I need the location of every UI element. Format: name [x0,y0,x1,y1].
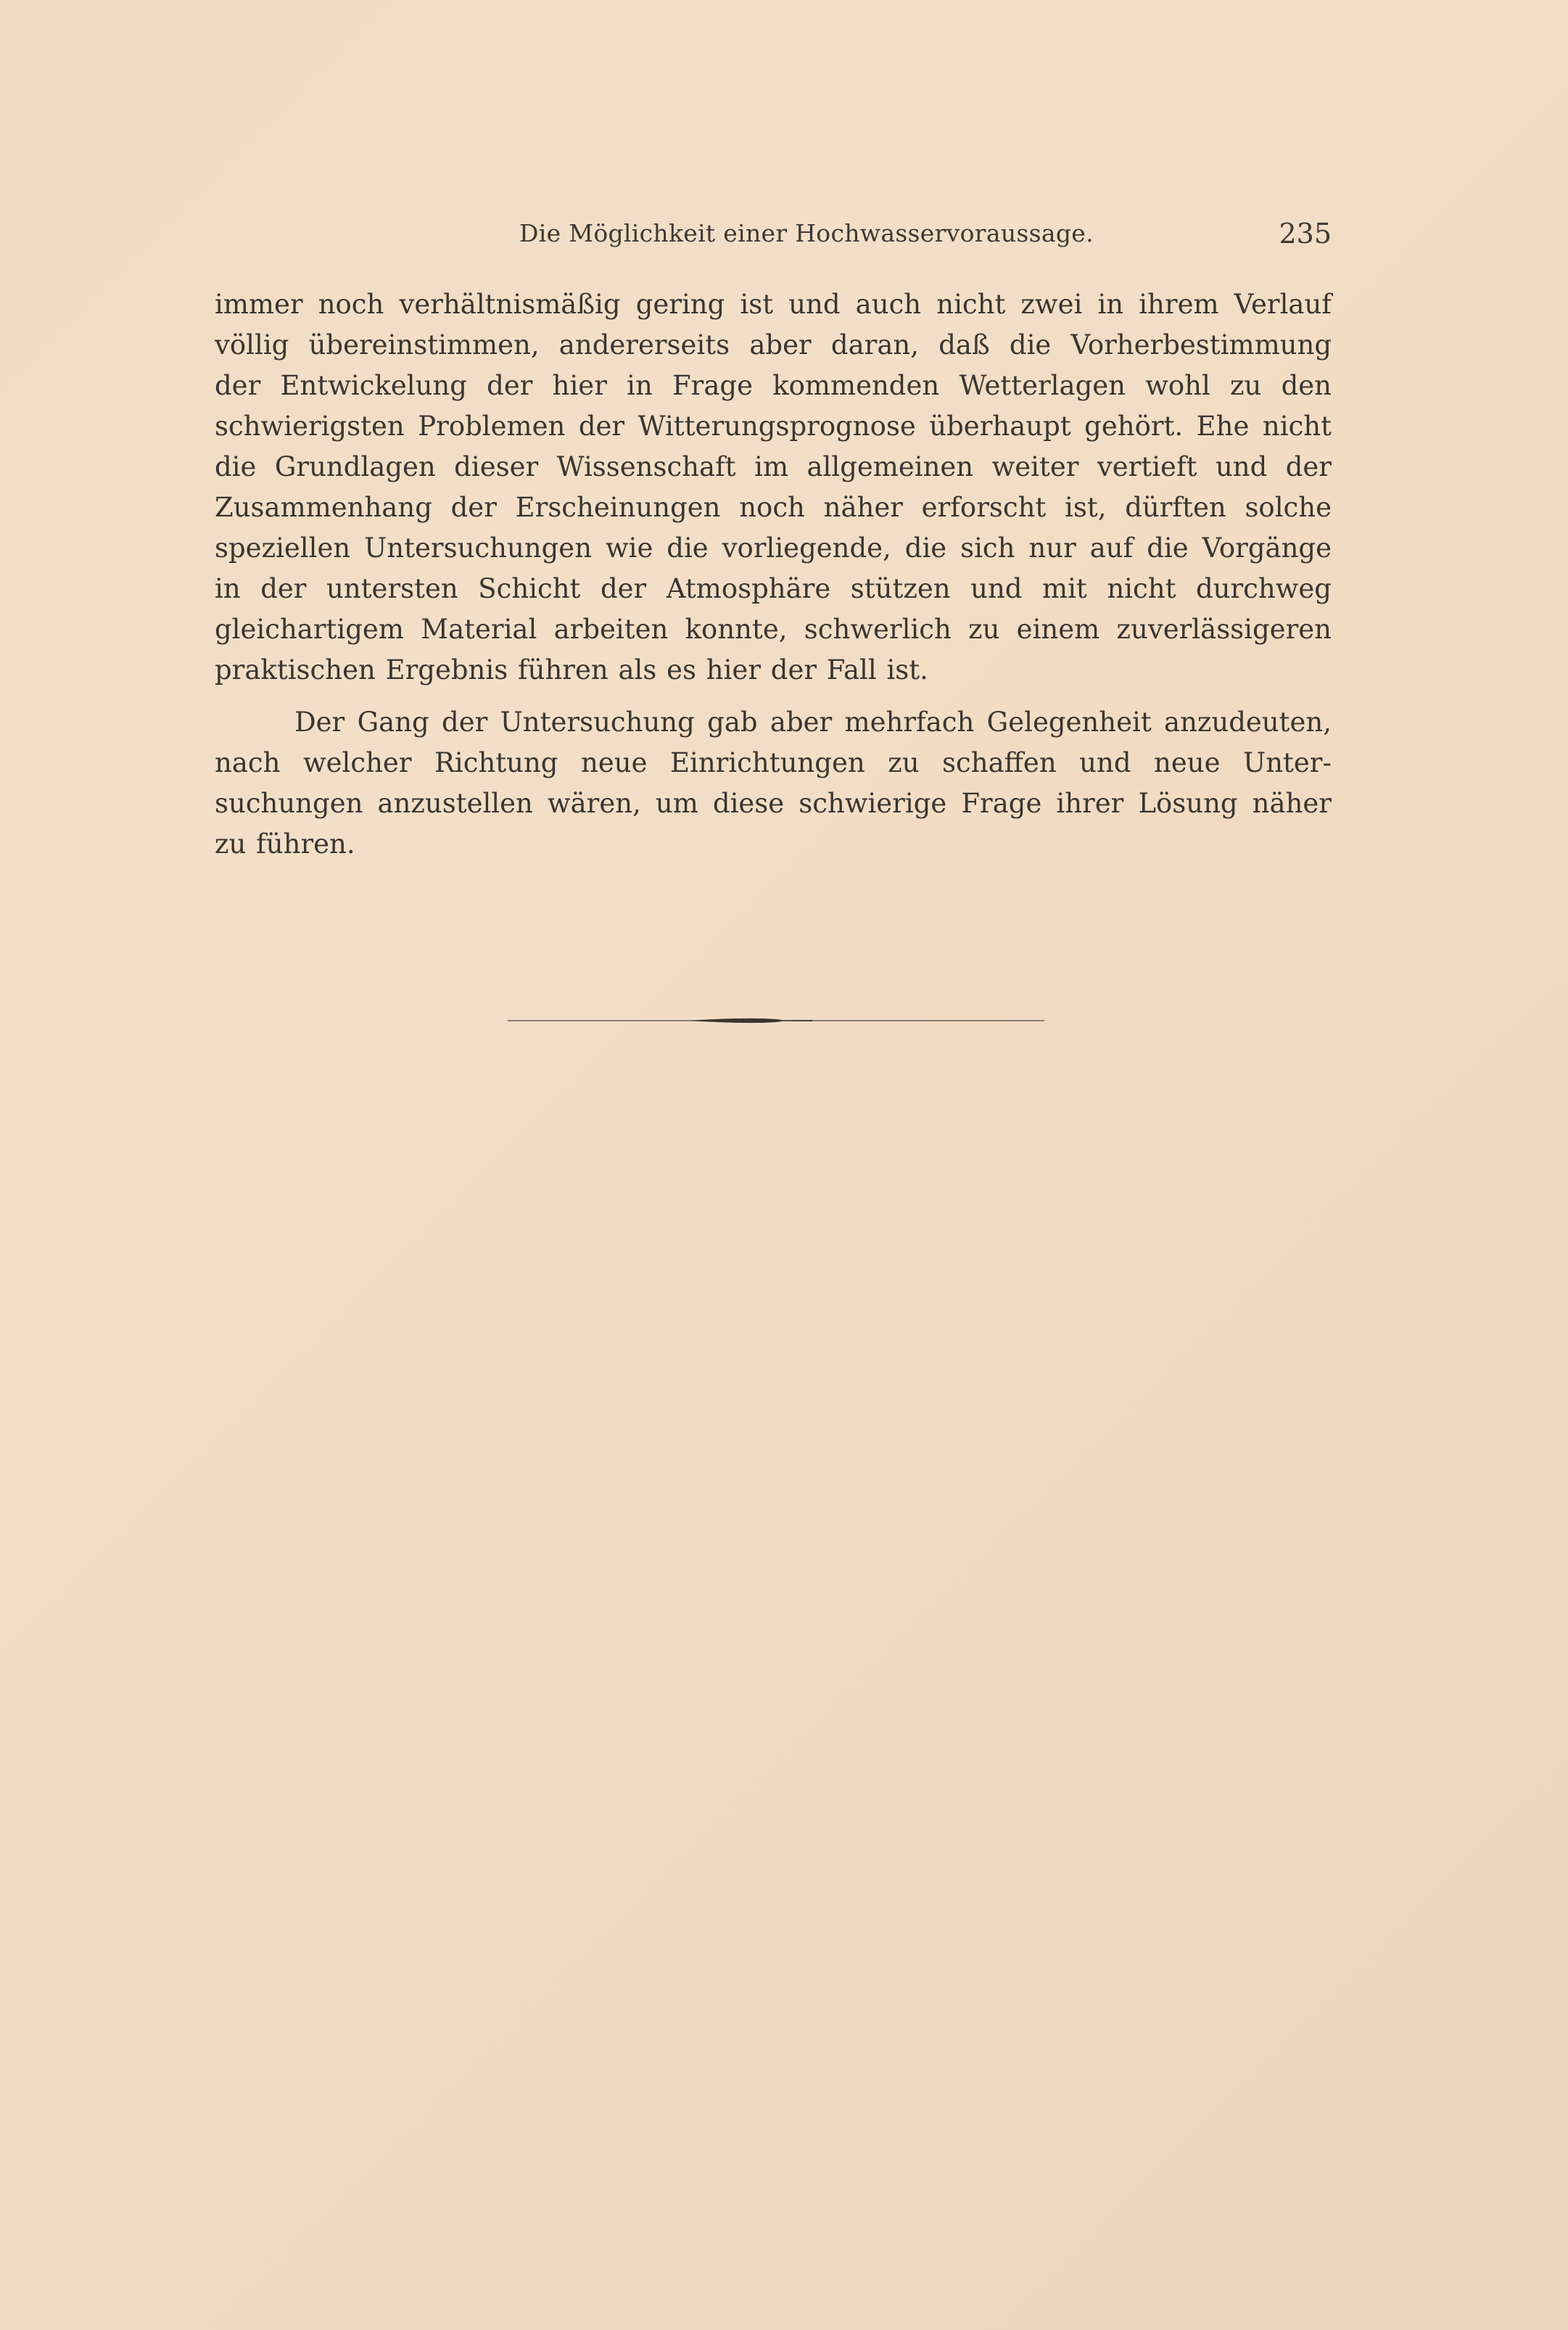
page-number: 235 [1279,218,1332,250]
text-line: schwierigsten Problemen der Witterungsprognose überhaupt gehört. Ehe nicht [215,411,1332,442]
text-line: nach welcher Richtung neue Einrichtungen zu schaffen und neue Unter- [215,747,1332,778]
text-line: Zusammenhang der Erscheinungen noch näher erforscht ist, dürften solche [215,492,1332,523]
text-line: Der Gang der Untersuchung gab aber mehrfach Gelegenheit anzudeuten, [294,707,1332,738]
text-line: die Grundlagen dieser Wissenschaft im allgemeinen weiter vertieft und der [215,451,1332,482]
paragraph-gap [215,691,1332,702]
end-ornament-rule [508,1010,1044,1032]
text-line: zu führen. [215,828,355,860]
paragraph-2 [215,702,1332,865]
body-text [215,284,1332,865]
text-line: gleichartigem Material arbeiten konnte, schwerlich zu einem zuverlässigeren [215,614,1332,645]
paragraph-1 [215,284,1332,691]
running-head [215,215,1332,252]
text-line: praktischen Ergebnis führen als es hier der Fall ist. [215,654,928,686]
text-line: suchungen anzustellen wären, um diese schwierige Frage ihrer Lösung näher [215,788,1332,819]
text-line: in der untersten Schicht der Atmosphäre stützen und mit nicht durchweg [215,573,1332,604]
text-line: immer noch verhältnismäßig gering ist und auch nicht zwei in ihrem Verlauf [215,289,1332,320]
text-line: völlig übereinstimmen, andererseits aber daran, daß die Vorherbestimmung [215,329,1332,361]
text-line: speziellen Untersuchungen wie die vorliegende, die sich nur auf die Vorgänge [215,532,1332,564]
text-line: der Entwickelung der hier in Frage kommenden Wetterlagen wohl zu den [215,370,1332,401]
running-title: Die Möglichkeit einer Hochwasservoraussage. [519,219,1094,247]
